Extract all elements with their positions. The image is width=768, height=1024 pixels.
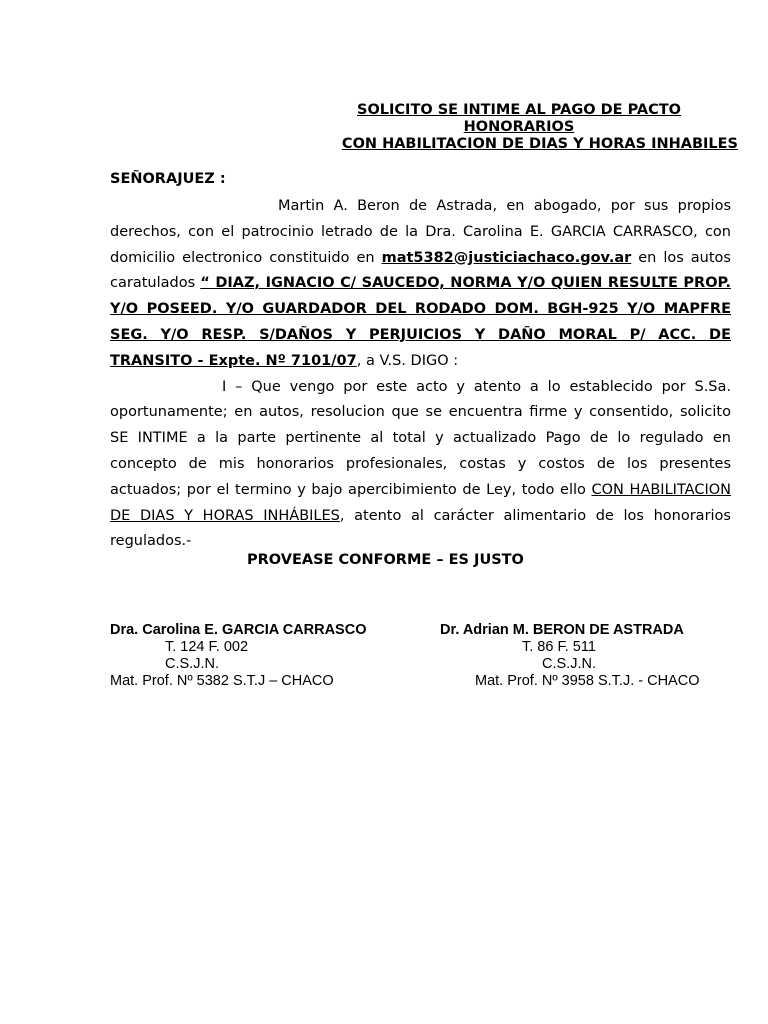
signature-block-left (110, 622, 410, 690)
signatory-court: C.S.J.N. (542, 656, 596, 672)
signatory-matricula: Mat. Prof. Nº 5382 S.T.J – CHACO (110, 673, 334, 689)
signatory-matricula: Mat. Prof. Nº 3958 S.T.J. - CHACO (475, 673, 700, 689)
signatory-tomo: T. 86 F. 511 (522, 639, 596, 655)
signature-block-right (440, 622, 730, 690)
signatory-name: Dr. Adrian M. BERON DE ASTRADA (440, 622, 684, 638)
case-caption: “ DIAZ, IGNACIO C/ SAUCEDO, NORMA Y/O QUIEN RESULTE PROP. Y/O POSEED. Y/O GUARDADOR DEL RODADO DOM. BGH-925 Y/O MAPFRE SEG. Y/O RESP. S/DAÑOS Y PERJUICIOS Y DAÑO MORAL P/ ACC. DE TRANSITO - Expte. Nº 7101/07 (110, 275, 731, 369)
paragraph-2 (110, 375, 731, 556)
document-body (110, 194, 731, 555)
p2-text-1: I – Que vengo por este acto y atento a lo establecido por S.Sa. oportunamente; en autos, resolucion que se encuentra firme y consentido, solicito SE INTIME a la parte pertinente al total y actualizado Pago de lo regulado en concepto de mis honorarios profesionales, costas y costos de los presentes actuados; por el termino y bajo apercibimiento de Ley, todo ello (110, 378, 731, 498)
p2-text-2: , atento al carácter alimentario de los honorarios regulados.- (110, 507, 731, 550)
habilitacion-clause: CON HABILITACION DE DIAS Y HORAS INHÁBILES (110, 481, 731, 524)
paragraph-1 (110, 194, 731, 375)
p1-text-1: Martin A. Beron de Astrada, en abogado, por sus propios derechos, con el patrocinio letrado de la Dra. Carolina E. GARCIA CARRASCO, con domicilio electronico constituido en (110, 198, 731, 266)
closing-line: PROVEASE CONFORME – ES JUSTO (247, 552, 524, 568)
p1-text-2: en los autos caratulados (110, 249, 731, 292)
title-line-1: SOLICITO SE INTIME AL PAGO DE PACTO (357, 102, 681, 118)
title-line-2: HONORARIOS (463, 119, 575, 135)
signatory-tomo: T. 124 F. 002 (165, 639, 249, 655)
title-line-3: CON HABILITACION DE DIAS Y HORAS INHABILES (341, 136, 738, 152)
email-address: mat5382@justiciachaco.gov.ar (381, 249, 632, 266)
document-title (300, 102, 738, 153)
salutation: SEÑORAJUEZ : (110, 171, 226, 187)
signatory-name: Dra. Carolina E. GARCIA CARRASCO (110, 622, 367, 638)
p1-text-3: , a V.S. DIGO : (356, 352, 459, 369)
signatory-court: C.S.J.N. (165, 656, 219, 672)
